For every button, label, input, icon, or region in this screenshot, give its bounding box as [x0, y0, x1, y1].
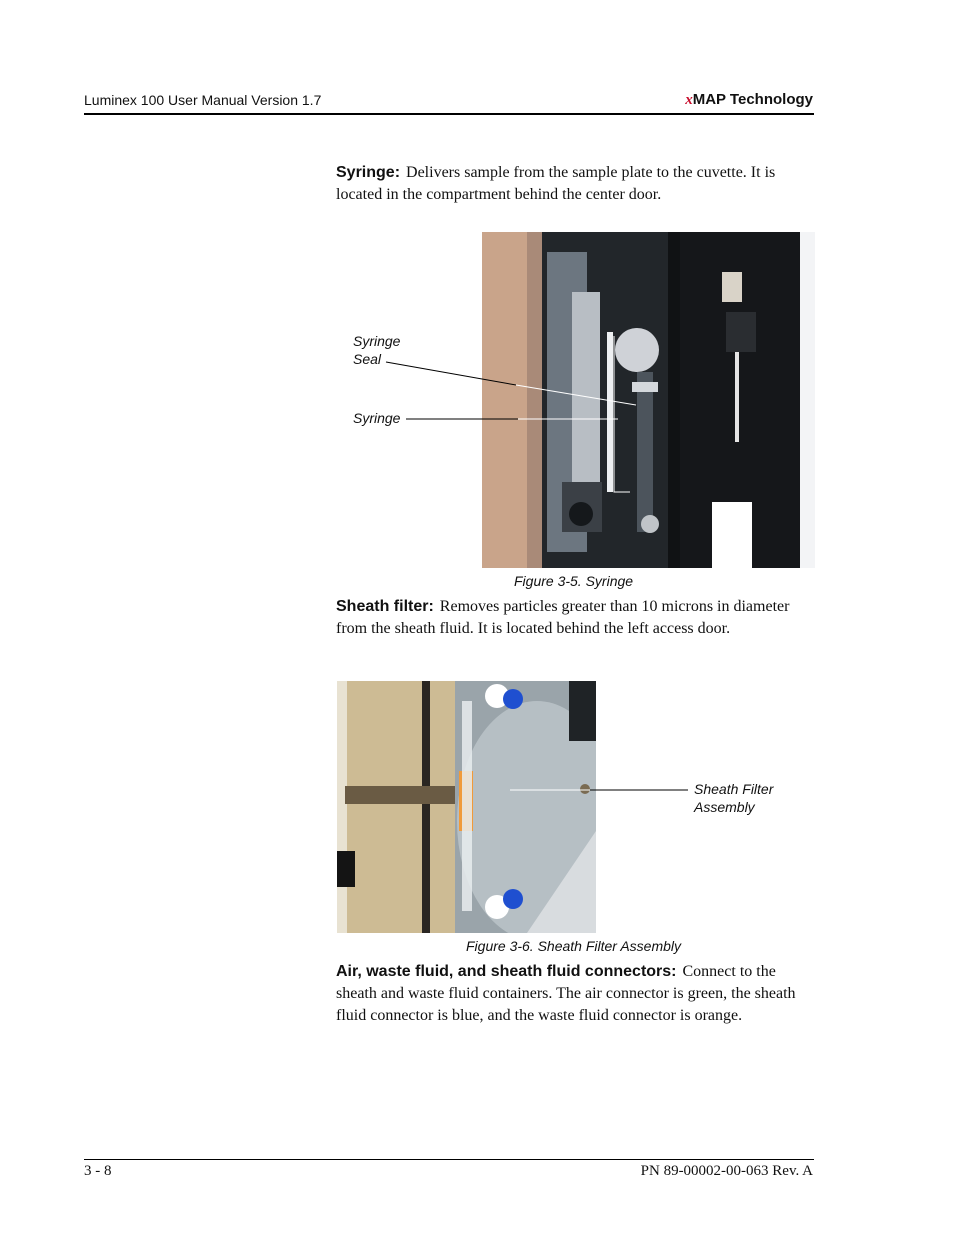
syringe-text: Delivers sample from the sample plate to the cuvette. It is located in the compartment behind the center door.	[336, 164, 776, 203]
syringe-callout: Syringe	[353, 410, 401, 426]
brand-x-prefix: x	[685, 92, 693, 108]
running-header-brand	[685, 91, 813, 109]
sheath-filter-callout	[694, 780, 773, 816]
page-number: 3 - 8	[84, 1163, 112, 1179]
connectors-heading: Air, waste fluid, and sheath fluid connectors:	[336, 963, 677, 980]
part-number: PN 89-00002-00-063 Rev. A	[640, 1163, 813, 1179]
sheath-filter-paragraph	[336, 596, 816, 640]
brand-name: MAP Technology	[692, 91, 813, 108]
sheath-filter-callout-line1: Sheath Filter	[694, 781, 774, 797]
sheath-filter-text: Removes particles greater than 10 microns in diameter from the sheath fluid. It is located behind the left access door.	[336, 598, 790, 637]
syringe-seal-callout-line1: Syringe	[353, 333, 401, 349]
figure-3-5-caption: Figure 3-5. Syringe	[514, 573, 634, 589]
footer-rule	[84, 1159, 814, 1160]
figure-3-6-caption: Figure 3-6. Sheath Filter Assembly	[466, 938, 682, 954]
syringe-heading: Syringe:	[336, 164, 401, 181]
sheath-filter-photo	[337, 681, 596, 933]
connectors-paragraph	[336, 961, 816, 1027]
syringe-seal-callout-line2: Seal	[353, 351, 382, 367]
sheath-filter-heading: Sheath filter:	[336, 598, 434, 615]
syringe-photo	[482, 232, 815, 568]
connectors-text: Connect to the sheath and waste fluid containers. The air connector is green, the sheath fluid connector is blue, and the waste fluid connector is orange.	[336, 963, 796, 1024]
syringe-seal-callout	[353, 332, 400, 368]
header-rule	[84, 113, 814, 115]
running-header-title: Luminex 100 User Manual Version 1.7	[84, 92, 322, 108]
sheath-filter-callout-line2: Assembly	[694, 799, 755, 815]
syringe-paragraph	[336, 162, 816, 206]
